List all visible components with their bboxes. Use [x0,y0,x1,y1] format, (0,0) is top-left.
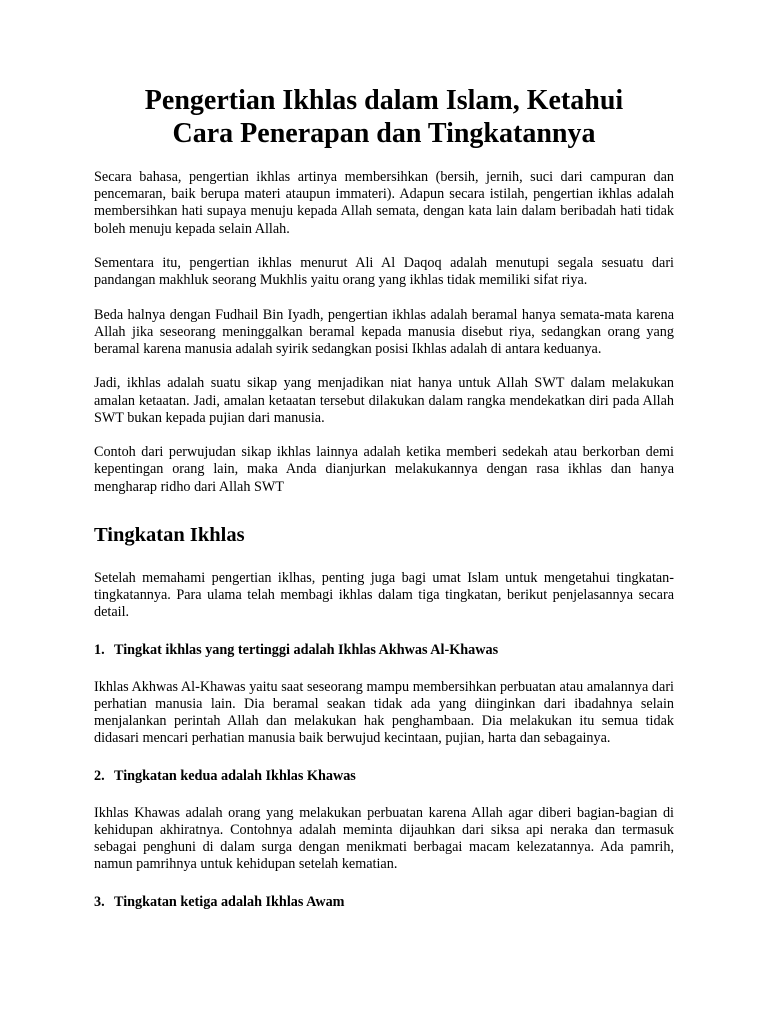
level-3-number: 3. [94,894,105,911]
intro-paragraph-2: Sementara itu, pengertian ikhlas menurut Ali Al Daqoq adalah menutupi segala sesuatu dari pandangan makhluk seorang Mukhlis yaitu orang yang ikhlas tidak memiliki sifat riya. [94,255,674,289]
level-1-body: Ikhlas Akhwas Al-Khawas yaitu saat seseorang mampu membersihkan perbuatan atau amalannya dari perhatian manusia lain. Dia beramal seakan tidak ada yang diinginkan dari ibadahnya selain menjalankan perintah Allah dan melakukan hak penghambaan. Dia melakukan itu semua tidak didasari mencari perhatian manusia baik berwujud kecintaan, pujian, harta dan sebagainya. [94,678,674,747]
level-3-heading [94,894,674,911]
title-line-2: Cara Penerapan dan Tingkatannya [172,118,596,149]
title-line-1: Pengertian Ikhlas dalam Islam, Ketahui [144,85,624,116]
level-2-number: 2. [94,768,105,785]
section-heading: Tingkatan Ikhlas [94,523,245,546]
page-title [94,84,674,150]
section-intro-paragraph: Setelah memahami pengertian iklhas, penting juga bagi umat Islam untuk mengetahui tingkatan-tingkatannya. Para ulama telah membagi ikhlas dalam tiga tingkatan, berikut penjelasannya secara detail. [94,569,674,621]
document-content [94,84,674,912]
level-2-title: Tingkatan kedua adalah Ikhlas Khawas [114,768,356,785]
level-1-title: Tingkat ikhlas yang tertinggi adalah Ikhlas Akhwas Al-Khawas [114,642,499,659]
intro-paragraph-5: Contoh dari perwujudan sikap ikhlas lainnya adalah ketika memberi sedekah atau berkorban demi kepentingan orang lain, maka Anda dianjurkan melakukannya dengan rasa ikhlas dan hanya mengharap ridho dari Allah SWT [94,444,674,495]
level-2-body: Ikhlas Khawas adalah orang yang melakukan perbuatan karena Allah agar diberi bagian-bagian di kehidupan akhiratnya. Contohnya adalah meminta dijauhkan dari siksa api neraka dan termasuk sebagai penghuni di dalam surga dengan menikmati berbagai macam kelezatannya. Ada pamrih, namun pamrihnya untuk kehidupan setelah kematian. [94,804,674,873]
level-3-title: Tingkatan ketiga adalah Ikhlas Awam [114,894,345,911]
level-1-number: 1. [94,642,105,659]
intro-paragraph-1: Secara bahasa, pengertian ikhlas artinya membersihkan (bersih, jernih, suci dari campuran dan pencemaran, baik berupa materi ataupun immateri). Adapun secara istilah, pengertian ikhlas adalah membersihkan hati supaya menuju kepada Allah semata, dengan kata lain dalam beribadah hati tidak boleh menuju kepada selain Allah. [94,169,674,237]
intro-paragraph-4: Jadi, ikhlas adalah suatu sikap yang menjadikan niat hanya untuk Allah SWT dalam melakukan amalan ketaatan. Jadi, amalan ketaatan tersebut dilakukan dalam rangka mendekatkan diri pada Allah SWT bukan kepada pujian dari manusia. [94,375,674,426]
intro-paragraph-3: Beda halnya dengan Fudhail Bin Iyadh, pengertian ikhlas adalah beramal hanya semata-mata karena Allah jika seseorang meninggalkan beramal kepada manusia disebut riya, sedangkan orang yang beramal karena manusia adalah syirik sedangkan posisi Ikhlas adalah di antara keduanya. [94,306,674,357]
level-2-heading [94,768,674,785]
level-1-heading [94,642,674,659]
